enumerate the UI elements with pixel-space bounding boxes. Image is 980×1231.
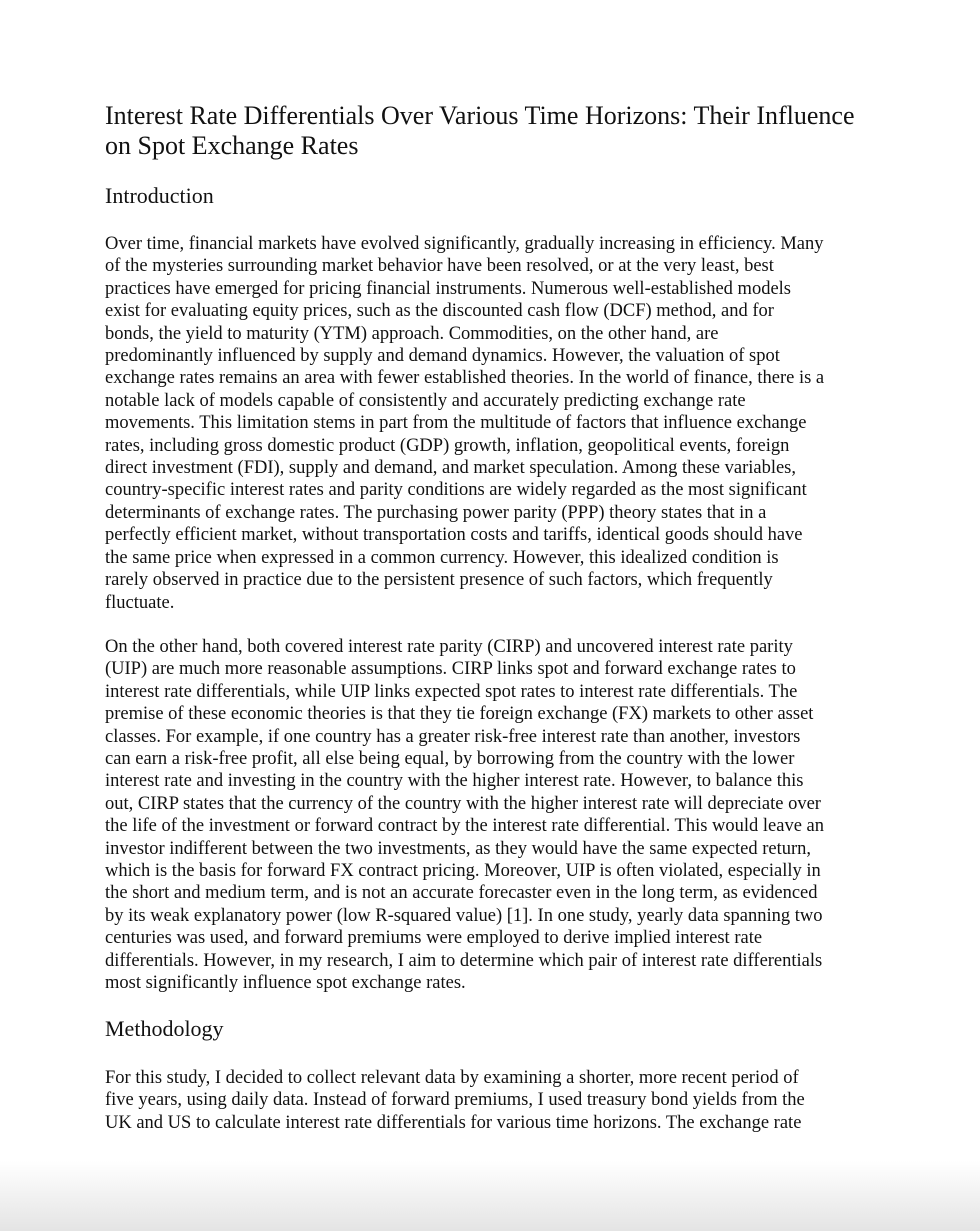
text-line: direct investment (FDI), supply and demand, and market speculation. Among these variables, — [105, 458, 797, 479]
text-line: five years, using daily data. Instead of forward premiums, I used treasury bond yields from the — [105, 1090, 805, 1111]
text-line: predominantly influenced by supply and demand dynamics. However, the valuation of spot — [105, 346, 780, 367]
text-line: interest rate and investing in the country with the higher interest rate. However, to balance this — [105, 771, 804, 792]
text-line: which is the basis for forward FX contract pricing. Moreover, UIP is often violated, especially in — [105, 861, 821, 882]
text-line: bonds, the yield to maturity (YTM) approach. Commodities, on the other hand, are — [105, 323, 719, 344]
document-title — [105, 101, 854, 161]
section-heading-introduction: Introduction — [105, 183, 214, 208]
text-line: determinants of exchange rates. The purchasing power parity (PPP) theory states that in a — [105, 502, 767, 523]
text-line: (UIP) are much more reasonable assumptions. CIRP links spot and forward exchange rates to — [105, 659, 796, 680]
paragraph-intro-2 — [105, 636, 824, 995]
text-line: exchange rates remains an area with fewer established theories. In the world of finance, there is a — [105, 368, 825, 389]
text-line: by its weak explanatory power (low R-squared value) [1]. In one study, yearly data spanning two — [105, 905, 823, 926]
text-line: For this study, I decided to collect relevant data by examining a shorter, more recent period of — [105, 1068, 799, 1088]
text-line: movements. This limitation stems in part from the multitude of factors that influence exchange — [105, 413, 807, 434]
text-line: out, CIRP states that the currency of the country with the higher interest rate will depreciate over — [105, 793, 821, 814]
text-line: Interest Rate Differentials Over Various Time Horizons: Their Influence — [105, 101, 855, 130]
text-line: notable lack of models capable of consistently and accurately predicting exchange rate — [105, 390, 746, 411]
text-line: On the other hand, both covered interest rate parity (CIRP) and uncovered interest rate parity — [105, 637, 793, 657]
text-line: premise of these economic theories is that they tie foreign exchange (FX) markets to other asset — [105, 704, 814, 725]
text-line: investor indifferent between the two investments, as they would have the same expected return, — [105, 838, 812, 859]
text-line: classes. For example, if one country has a greater risk-free interest rate than another, investors — [105, 726, 801, 747]
text-line: on Spot Exchange Rates — [105, 131, 359, 160]
text-line: of the mysteries surrounding market behavior have been resolved, or at the very least, best — [105, 256, 774, 277]
text-line: the short and medium term, and is not an accurate forecaster even in the long term, as evidenced — [105, 883, 818, 904]
text-line: rarely observed in practice due to the persistent presence of such factors, which frequently — [105, 570, 773, 591]
text-line: country-specific interest rates and parity conditions are widely regarded as the most significant — [105, 480, 807, 501]
text-line: the life of the investment or forward contract by the interest rate differential. This would leave an — [105, 816, 825, 837]
text-line: interest rate differentials, while UIP links expected spot rates to interest rate differentials. The — [105, 681, 798, 702]
text-line: differentials. However, in my research, I aim to determine which pair of interest rate differentials — [105, 950, 823, 971]
text-line: practices have emerged for pricing financial instruments. Numerous well-established models — [105, 278, 791, 299]
paragraph-intro-1 — [105, 233, 824, 614]
text-line: the same price when expressed in a common currency. However, this idealized condition is — [105, 547, 779, 568]
section-heading-methodology: Methodology — [105, 1016, 224, 1041]
text-line: perfectly efficient market, without transportation costs and tariffs, identical goods should have — [105, 525, 803, 546]
text-line: UK and US to calculate interest rate differentials for various time horizons. The exchange rate — [105, 1112, 802, 1133]
text-line: Over time, financial markets have evolved significantly, gradually increasing in efficiency. Many — [105, 234, 824, 254]
text-line: rates, including gross domestic product (GDP) growth, inflation, geopolitical events, foreign — [105, 435, 790, 456]
text-line: centuries was used, and forward premiums were employed to derive implied interest rate — [105, 928, 763, 949]
text-line: exist for evaluating equity prices, such as the discounted cash flow (DCF) method, and for — [105, 301, 774, 322]
paragraph-methodology-1 — [105, 1067, 805, 1134]
text-line: fluctuate. — [105, 592, 175, 613]
text-line: can earn a risk-free profit, all else being equal, by borrowing from the country with the lower — [105, 749, 795, 770]
page-bottom-shadow — [0, 1161, 980, 1231]
text-line: most significantly influence spot exchange rates. — [105, 973, 466, 994]
